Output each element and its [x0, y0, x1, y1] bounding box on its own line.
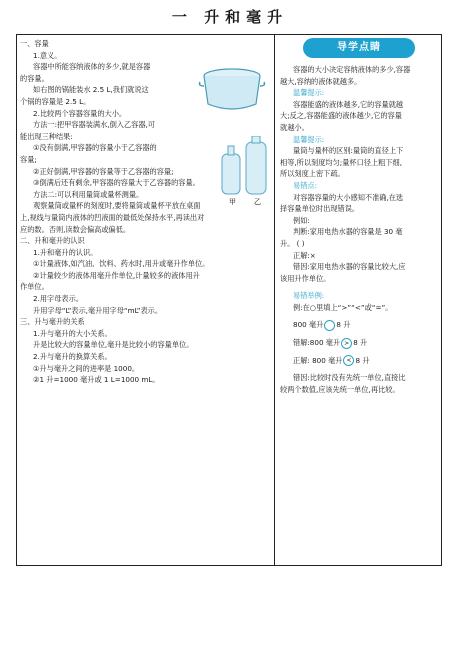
pot-illustration: [198, 66, 266, 114]
text-line: 易错点:: [293, 180, 317, 190]
wrong-answer: 错解:800 毫升 > 8 升: [293, 338, 368, 348]
bottle-label-b: 乙: [254, 198, 261, 206]
text-line: 容器中所能容纳液体的多少,就是容器: [33, 62, 151, 72]
text-line: 容器能盛的液体越多,它的容量就越: [293, 99, 404, 109]
text-line: 升用字母“L”表示,毫升用字母“mL”表示。: [33, 305, 163, 315]
compare-circle-right: <: [343, 355, 354, 366]
text-line: 所以刻度上密下疏。: [280, 169, 345, 179]
text-line: ②1 升=1000 毫升或 1 L=1000 mL。: [33, 375, 160, 385]
error-reason-1: 错因:比较时没有先统一单位,直接比: [293, 373, 406, 383]
text-line: 三、升与毫升的关系: [20, 317, 85, 327]
text-line: 量筒与量杯的区别:量筒的直径上下: [293, 146, 404, 156]
text-line: 容器的大小决定容纳液体的多少,容器: [293, 65, 411, 74]
text-line: ②计量较少的液体用毫升作单位,计量较多的液体用升: [33, 270, 200, 280]
example-question: 例:在○里填上“>”“<”或“=”。: [293, 302, 393, 312]
text-line: 2.升与毫升的换算关系。: [33, 352, 112, 362]
text-line: ①计量液体,如汽油、饮料、药水时,用升或毫升作单位。: [33, 259, 210, 269]
text-line: 例如:: [293, 215, 310, 225]
text-line: 正解:×: [293, 250, 316, 260]
text-line: 方法二:可以利用量筒或量杯测量。: [33, 189, 144, 199]
text-line: 方法一:把甲容器装满水,倒入乙容器,可: [33, 120, 155, 130]
compare-circle-wrong: >: [341, 338, 352, 349]
text-line: ①没有倒满,甲容器的容量小于乙容器的: [33, 143, 157, 153]
right-column: [280, 38, 438, 395]
compare-circle: [324, 320, 335, 331]
text-line: 1.升和毫升的认识。: [33, 247, 98, 257]
text-line: 择容量单位时出现错误。: [280, 204, 360, 214]
text-line: 个锅的容量是 2.5 L。: [20, 96, 91, 106]
text-line: 2.比较两个容器容量的大小。: [33, 108, 127, 118]
text-line: 容量;: [20, 154, 37, 164]
text-line: 越大,容纳的液体就越多。: [280, 76, 362, 86]
text-line: 作单位。: [20, 282, 49, 292]
example-title: 易错举例:: [293, 291, 325, 301]
text-line: ③倒满后还有剩余,甲容器的容量大于乙容器的容量。: [33, 178, 200, 188]
text-line: 升是比较大的容量单位,毫升是比较小的容量单位。: [33, 340, 194, 350]
text-line: 判断:家用电热水器的容量是 30 毫: [293, 227, 403, 237]
error-reason-2: 较两个数值,应该先统一单位,再比较。: [280, 384, 400, 394]
text-line: 二、升和毫升的认识: [20, 236, 85, 246]
text-line: 观察量筒或量杯的刻度时,要将量筒或量杯平放在桌面: [33, 201, 201, 211]
bottles-illustration: [220, 136, 270, 206]
text-line: 应的数。否则,读数会偏高或偏低。: [20, 224, 131, 234]
text-line: 温馨提示:: [293, 88, 325, 98]
text-line: 1.意义。: [33, 50, 62, 60]
text-line: 如右图的锅能装水 2.5 L,我们就说这: [33, 85, 149, 95]
text-line: 上,视线与量筒内液体的凹液面的最低处保持水平,再读出对: [20, 212, 205, 222]
text-line: 相等,所以刻度均匀;量杯口径上粗下细,: [280, 157, 402, 167]
text-line: ②正好倒满,甲容器的容量等于乙容器的容量;: [33, 166, 174, 176]
text-line: 的容量。: [20, 73, 49, 83]
text-line: 1.升与毫升的大小关系。: [33, 328, 112, 338]
text-line: 一、容量: [20, 39, 49, 48]
guide-banner: 导学点睛: [303, 38, 415, 58]
text-line: 能出现三种结果:: [20, 131, 73, 141]
text-line: 2.用字母表示。: [33, 294, 83, 304]
bottle-label-a: 甲: [229, 198, 236, 206]
text-line: 该用升作单位。: [280, 273, 331, 283]
text-line: 升。 ( ): [280, 238, 305, 248]
column-divider: [274, 34, 275, 566]
text-line: 就越小。: [280, 122, 309, 132]
text-line: 错因:家用电热水器的容量比较大,应: [293, 262, 406, 272]
right-notes: [280, 64, 438, 284]
text-line: 大;反之,容器能盛的液体越少,它的容量: [280, 111, 402, 121]
page-title: 一 升和毫升: [171, 8, 289, 26]
text-line: ①升与毫升之间的进率是 1000。: [33, 363, 140, 373]
right-answer: 正解: 800 毫升 < 8 升: [293, 355, 370, 365]
text-line: 对容器容量的大小感知不准确,在选: [293, 192, 404, 202]
text-line: 温馨提示:: [293, 134, 325, 144]
example-expression: 800 毫升 8 升: [293, 320, 351, 330]
